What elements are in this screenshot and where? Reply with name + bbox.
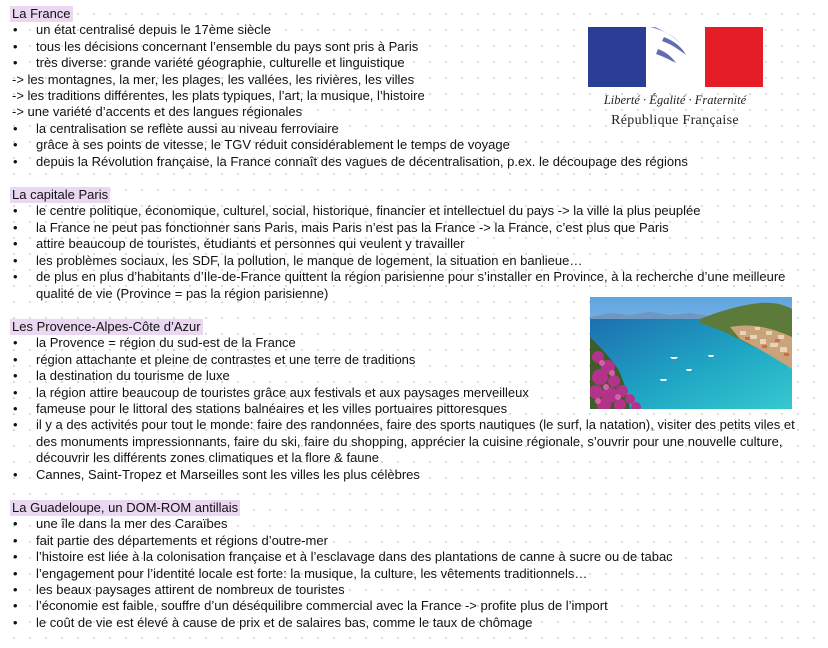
tricolor-flag-icon	[588, 27, 763, 87]
bullet-icon: •	[13, 598, 18, 614]
list-item-text: Cannes, Saint-Tropez et Marseilles sont les villes les plus célèbres	[36, 466, 420, 482]
list-item-text: grâce à ses points de vitesse, le TGV réduit considérablement le temps de voyage	[36, 137, 510, 153]
list-item	[12, 154, 817, 170]
list-item-text: attire beaucoup de touristes, étudiants et personnes qui veulent y travailler	[36, 236, 465, 252]
list-item-text: l’engagement pour l’identité locale est forte: la musique, la culture, les vêtements traditionnels…	[36, 565, 588, 581]
section-heading: La Guadeloupe, un DOM-ROM antillais	[12, 499, 239, 515]
list-item-text: fait partie des départements et régions d’outre-mer	[36, 532, 328, 548]
section	[12, 500, 817, 631]
bullet-icon: •	[13, 466, 18, 482]
list-item-text: l’économie est faible, souffre d’un déséquilibre commercial avec la France -> profite plus de l’import	[36, 598, 608, 614]
list-item-text: une île dans la mer des Caraïbes	[36, 516, 228, 532]
list-item	[12, 220, 817, 236]
list-item-text: région attachante et pleine de contrastes et une terre de traditions	[36, 351, 416, 367]
list-item-text: fameuse pour le littoral des stations balnéaires et les villes portuaires pittoresques	[36, 400, 508, 416]
list-item	[12, 417, 817, 466]
list-item	[12, 467, 817, 483]
republique-francaise-logo	[585, 27, 765, 133]
bullet-icon: •	[13, 153, 18, 169]
list-item-text: la France ne peut pas fonctionner sans Paris, mais Paris n’est pas la France -> la France, c’est plus que Paris	[36, 219, 669, 235]
list-item-text: la destination du tourisme de luxe	[36, 368, 230, 384]
list-item-text: un état centralisé depuis le 17ème siècle	[36, 22, 271, 38]
section-heading: La capitale Paris	[12, 187, 109, 203]
bullet-icon: •	[13, 203, 18, 219]
list-item	[12, 549, 817, 565]
list-item-text: depuis la Révolution française, la France connaît des vagues de décentralisation, p.ex. le découpage des régions	[36, 153, 688, 169]
list-item-text: tous les décisions concernant l’ensemble du pays sont pris à Paris	[36, 38, 419, 54]
section	[12, 187, 817, 302]
bullet-icon: •	[13, 532, 18, 548]
list-item-text: les problèmes sociaux, les SDF, la pollution, le manque de logement, la situation en banlieue…	[36, 252, 583, 268]
bullet-icon: •	[13, 565, 18, 581]
list-item	[12, 615, 817, 631]
list-item	[12, 582, 817, 598]
bullet-icon: •	[13, 384, 18, 400]
cote-dazur-coast-photo	[590, 297, 792, 409]
bullet-icon: •	[13, 582, 18, 597]
list-item-text: la centralisation se reflète aussi au niveau ferroviaire	[36, 120, 339, 136]
bullet-icon: •	[13, 252, 18, 268]
bullet-icon: •	[13, 400, 18, 416]
list-item-text: de plus en plus d’habitants d’Ile-de-France quittent la région parisienne pour s’installer en Province, à la recherche d’une meilleure qualité de vie (Province = pas la région parisienne)	[36, 269, 786, 301]
bullet-icon: •	[13, 368, 18, 384]
list-item-text: très diverse: grande variété géographie, culturelle et linguistique	[36, 55, 405, 71]
bullet-icon: •	[13, 236, 18, 252]
section-heading: La France	[12, 6, 71, 21]
list-item-text: la région attire beaucoup de touristes grâce aux festivals et aux paysages merveilleux	[36, 384, 529, 400]
bullet-icon: •	[13, 614, 18, 630]
bullet-icon: •	[13, 351, 18, 367]
bullet-icon: •	[13, 219, 18, 235]
bullet-icon: •	[13, 549, 18, 565]
list-item-text: l’histoire est liée à la colonisation française et à l’esclavage dans des plantations de canne à sucre ou de tabac	[36, 549, 673, 565]
list-item-text: -> les traditions différentes, les plats typiques, l’art, la musique, l’histoire	[12, 88, 425, 104]
list-item-text: -> une variété d’accents et des langues régionales	[12, 104, 303, 120]
list-item-text: le centre politique, économique, culturel, social, historique, financier et intellectuel du pays -> la ville la plus peuplée	[36, 203, 701, 219]
bullet-icon: •	[13, 55, 18, 71]
list-item	[12, 516, 817, 532]
list-item	[12, 203, 817, 219]
list-item-text: il y a des activités pour tout le monde: faire des randonnées, faire des sports nautiques (le surf, la natation), visiter des petits viles et des monuments impressionnants, faire du ski, faire du shopping, apprécier la cuisine régionale, s’ouvrir pour une nouvelle culture, découvrir les différents zones climatiques et la flore & faune	[36, 417, 795, 466]
bullet-icon: •	[13, 22, 18, 38]
list-item	[12, 137, 817, 153]
list-item	[12, 533, 817, 549]
list-item	[12, 598, 817, 614]
marianne-profile-icon	[628, 27, 723, 87]
list-item	[12, 253, 817, 269]
list-item-text: -> les montagnes, la mer, les plages, les vallées, les rivières, les villes	[12, 71, 415, 87]
bullet-icon: •	[13, 38, 18, 54]
bullet-icon: •	[13, 269, 18, 285]
bullet-icon: •	[13, 417, 18, 433]
list-item	[12, 566, 817, 582]
list-item-text: la Provence = région du sud-est de la France	[36, 335, 296, 351]
section-heading: Les Provence-Alpes-Côte d’Azur	[12, 318, 201, 334]
bullet-icon: •	[13, 137, 18, 153]
list-item	[12, 236, 817, 252]
bullet-icon: •	[13, 120, 18, 136]
logo-republic-name: République Française	[611, 113, 739, 128]
list-item-text: le coût de vie est élevé à cause de prix et de salaires bas, comme le taux de chômage	[36, 614, 533, 630]
bullet-icon: •	[13, 516, 18, 532]
bullet-icon: •	[13, 335, 18, 351]
list-item-text: les beaux paysages attirent de nombreux de touristes	[36, 582, 345, 597]
logo-motto: Liberté · Égalité · Fraternité	[603, 93, 747, 107]
